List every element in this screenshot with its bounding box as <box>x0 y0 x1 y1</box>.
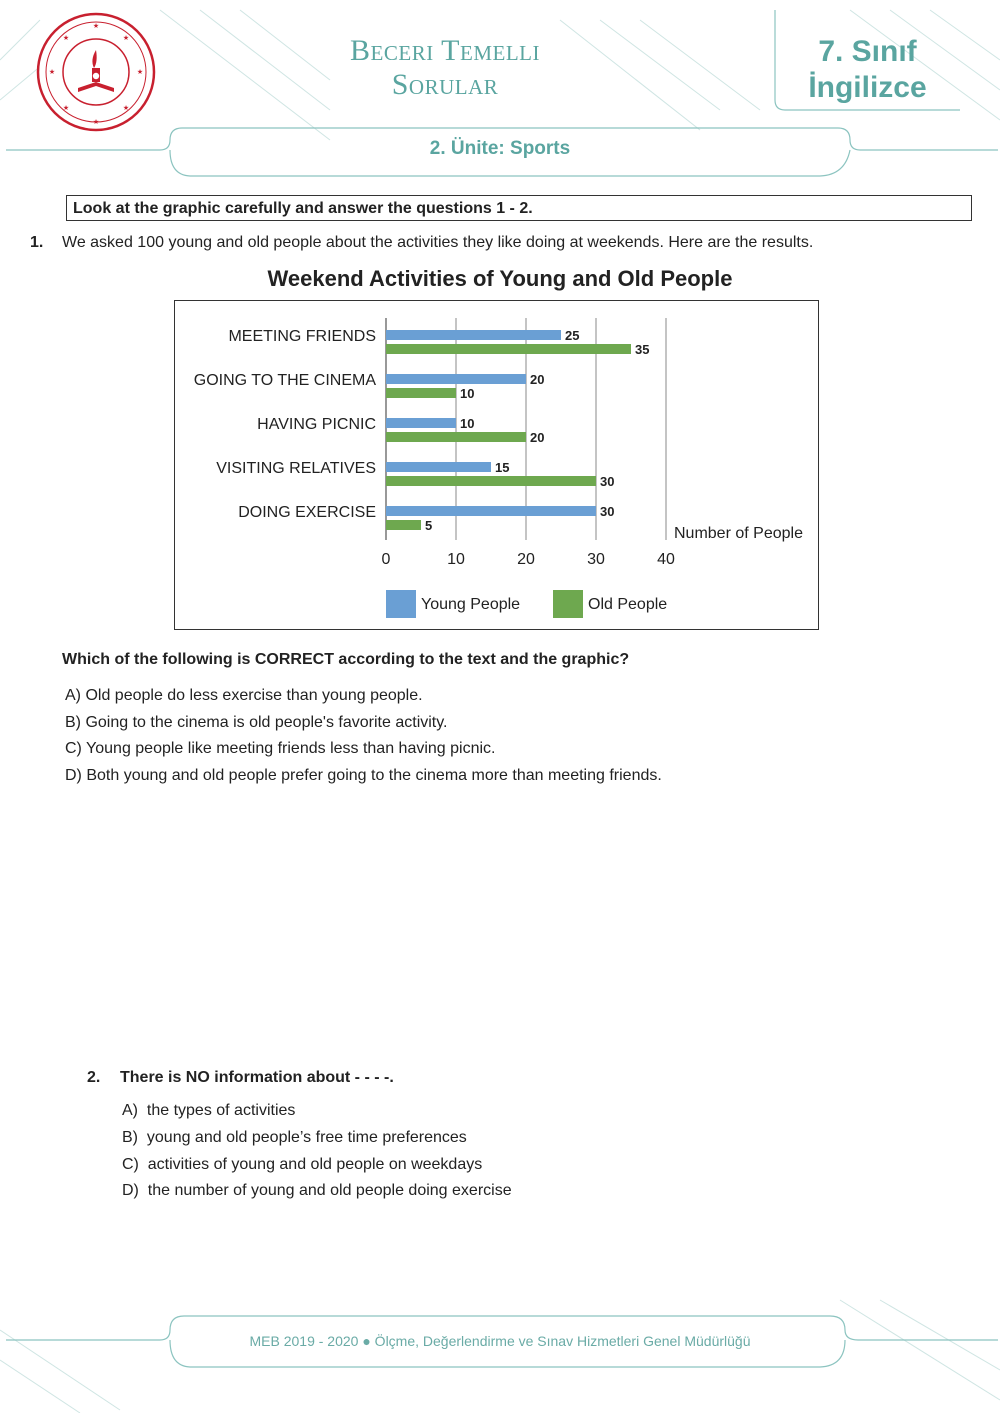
category-label: HAVING PICNIC <box>257 416 376 433</box>
subject-label: İngilizce <box>808 71 927 104</box>
svg-text:★: ★ <box>62 104 70 112</box>
q2-option-d-letter: D) <box>122 1182 139 1199</box>
bar-value-label: 15 <box>495 460 510 475</box>
bar-young <box>386 330 561 340</box>
q1-option-b[interactable]: B) Going to the cinema is old people's favorite activity. <box>65 714 448 731</box>
bar-value-label: 5 <box>425 518 433 533</box>
bar-value-label: 20 <box>530 372 545 387</box>
q2-option-b-text: young and old people’s free time preferences <box>146 1129 467 1146</box>
q1-option-a[interactable]: A) Old people do less exercise than young people. <box>65 687 423 704</box>
unit-title: 2. Ünite: Sports <box>429 138 571 159</box>
instruction-box: Look at the graphic carefully and answer the questions 1 - 2. <box>66 195 972 221</box>
category-label: MEETING FRIENDS <box>228 328 376 345</box>
bar-old <box>386 432 526 442</box>
bar-value-label: 10 <box>460 386 475 401</box>
bar-young <box>386 506 596 516</box>
q2-option-c[interactable] <box>122 1156 482 1174</box>
svg-text:★: ★ <box>92 22 100 30</box>
grade-label: 7. Sınıf <box>818 35 917 68</box>
legend-label: Young People <box>421 596 521 613</box>
bar-value-label: 30 <box>600 474 615 489</box>
category-label: VISITING RELATIVES <box>216 460 376 477</box>
x-axis-label: Number of People <box>674 525 803 542</box>
q1-option-d[interactable]: D) Both young and old people prefer going to the cinema more than meeting friends. <box>65 767 662 784</box>
bar-value-label: 30 <box>600 504 615 519</box>
q2-option-c-letter: C) <box>122 1156 139 1173</box>
question-1-number: 1. <box>30 234 44 251</box>
bar-young <box>386 374 526 384</box>
svg-text:★: ★ <box>122 34 130 42</box>
bar-chart <box>0 0 1000 660</box>
bar-young <box>386 462 491 472</box>
series-title-line1: Beceri Temelli <box>350 34 540 67</box>
svg-text:★: ★ <box>48 68 56 76</box>
q2-option-a[interactable] <box>122 1102 295 1120</box>
bar-value-label: 10 <box>460 416 475 431</box>
question-2-prompt: There is NO information about - - - -. <box>120 1069 394 1086</box>
svg-text:★: ★ <box>62 34 70 42</box>
x-tick-label: 0 <box>381 551 391 568</box>
question-2-number: 2. <box>87 1069 101 1086</box>
question-1-text: We asked 100 young and old people about the activities they like doing at weekends. Here are the results. <box>62 234 814 251</box>
question-1-prompt: Which of the following is CORRECT according to the text and the graphic? <box>62 651 630 668</box>
legend-swatch-young <box>386 590 416 618</box>
svg-text:★: ★ <box>136 68 144 76</box>
q2-option-a-letter: A) <box>122 1102 138 1119</box>
svg-text:★: ★ <box>122 104 130 112</box>
legend-label: Old People <box>588 596 668 613</box>
svg-text:★: ★ <box>92 118 100 126</box>
bar-young <box>386 418 456 428</box>
legend-swatch-old <box>553 590 583 618</box>
bar-value-label: 35 <box>635 342 650 357</box>
x-tick-label: 10 <box>447 551 465 568</box>
bar-old <box>386 344 631 354</box>
series-title-line2: Sorular <box>391 68 499 101</box>
q2-option-a-text: the types of activities <box>146 1102 296 1119</box>
bar-value-label: 20 <box>530 430 545 445</box>
q2-option-b-letter: B) <box>122 1129 138 1146</box>
chart-title: Weekend Activities of Young and Old People <box>267 266 733 291</box>
bar-old <box>386 388 456 398</box>
q2-option-d[interactable] <box>122 1182 512 1200</box>
x-tick-label: 30 <box>587 551 605 568</box>
q2-option-b[interactable] <box>122 1129 467 1147</box>
category-label: DOING EXERCISE <box>238 504 376 521</box>
x-tick-label: 40 <box>657 551 675 568</box>
category-label: GOING TO THE CINEMA <box>193 372 376 389</box>
x-tick-label: 20 <box>517 551 535 568</box>
q1-option-c[interactable]: C) Young people like meeting friends less than having picnic. <box>65 740 496 757</box>
q2-option-c-text: activities of young and old people on weekdays <box>147 1156 483 1173</box>
bar-value-label: 25 <box>565 328 580 343</box>
bar-old <box>386 520 421 530</box>
q2-option-d-text: the number of young and old people doing exercise <box>147 1182 512 1199</box>
bar-old <box>386 476 596 486</box>
footer-text: MEB 2019 - 2020 ● Ölçme, Değerlendirme ve Sınav Hizmetleri Genel Müdürlüğü <box>249 1333 751 1349</box>
